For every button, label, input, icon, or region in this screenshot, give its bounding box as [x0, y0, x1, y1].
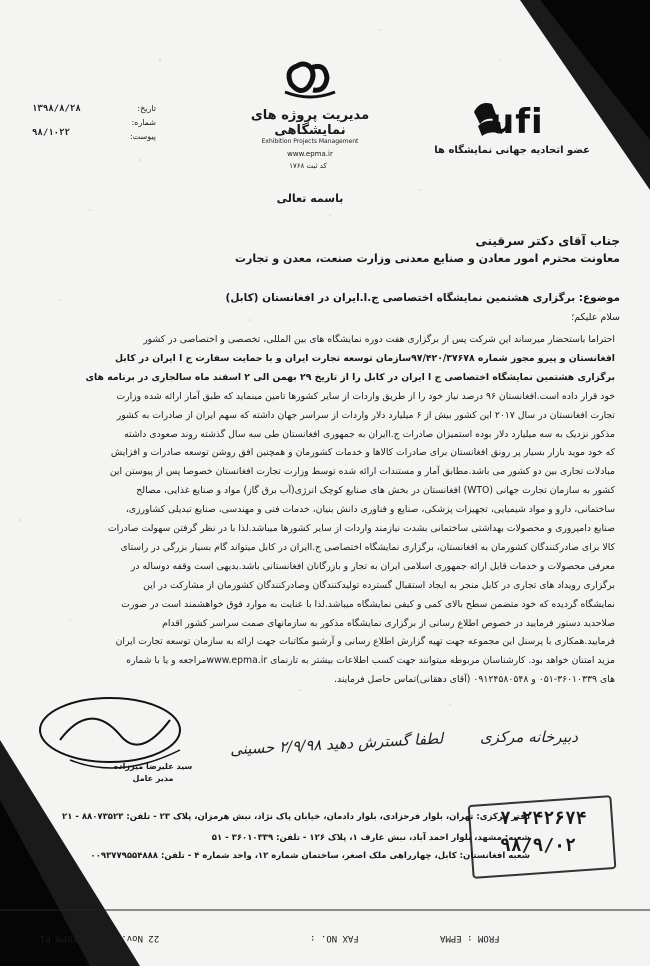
epma-registration-code: کد ثبت ۱۷۶۸ [289, 162, 327, 170]
body-line: برگزاری هشتمین نمایشگاه اختصاصی ج ا ایران در کابل را از تاریخ ۲۹ بهمن الی ۲ اسفند ماه سالجاری در برنامه های [85, 371, 615, 383]
handwritten-note-2: لطفا گسترش دهید ۲/۹/۹۸ حسینی [229, 729, 444, 759]
ufi-member-text: عضو اتحادیه جهانی نمایشگاه ها [434, 145, 590, 156]
fax-number: FAX NO. : [310, 933, 359, 943]
body-line: خود قرار داده است.افغانستان ۹۶ درصد نیاز خود را از طریق واردات از سایر کشورها تامین مینماید که طبق آمار ارائه شده وزارت [116, 390, 615, 402]
epma-title: مدیریت پروژه های نمایشگاهی [250, 108, 370, 138]
stamp-number: ۷۰۲۴۲۶۷۴ [500, 808, 587, 829]
body-line: ساختمانی، دارو و مواد شیمیایی، تجهیزات پزشکی، صنایع و فناوری دانش بنیان، خدمات فنی و مهندسی، صنایع تبدیلی کشاورزی، [125, 504, 615, 516]
footer-line: دفتر مرکزی: تهران، بلوار فرحزادی، بلوار دادمان، خیابان پاک نژاد، نبش هرمزان، پلاک ۲۳ - تلفن: ۸۸۰۷۳۵۲۳ - ۲۱ [62, 812, 530, 822]
attachment-label: پیوست: [129, 132, 156, 141]
greeting: سلام علیکم؛ [571, 312, 620, 323]
stamp-date: ۹۸/۹/۰۲ [500, 835, 576, 856]
ufi-logo-text: ufi [490, 102, 544, 142]
body-line: نمایشگاه گردیده که خود متضمن سطح بالای کمی و کیفی نمایشگاه میباشد.لذا با عنایت به موارد فوق خواهشمند است در صورت [121, 598, 615, 610]
body-line: افغانستان و پیرو مجوز شماره ۹۷/۴۲۰/۳۷۶۷۸سازمان توسعه تجارت ایران و با حمایت سفارت ج ا ایران در کابل [114, 352, 615, 364]
body-line: صنایع دامپروری و محصولات بهداشتی ساختمانی بشدت نیازمند واردات از سایر کشورها میباشد.لذا با در نظر گرفتن سهولت صادرات [107, 523, 615, 534]
signatory-title: مدیر عامل [132, 774, 174, 783]
signatory-name: سید علیرضا میرزاده [113, 762, 193, 771]
fax-from: FROM : EPMA [440, 933, 500, 943]
body-line: کالا برای صادرکنندگان کشورمان به افغانستان، برگزاری نمایشگاه اختصاصی ج.اایران در کابل میتواند گام بسیار بزرگی در راستای [120, 541, 615, 553]
addressee-position: معاونت محترم امور معادن و صنایع معدنی وزارت صنعت، معدن و تجارت [234, 252, 620, 265]
epma-subtitle: Exhibition Projects Management [261, 138, 359, 145]
number-value: ۹۸/۱۰۲۲ [32, 128, 70, 138]
body-line: مذکور نزدیک به سه میلیارد دلار بوده استمیزان صادرات ج.اایران به جمهوری افغانستان طی سه سال گذشته روند صعودی داشته [124, 428, 615, 440]
addressee: جناب آقای دکتر سرقینی [475, 234, 620, 248]
fax-timestamp: 22 Nov. 2019 9:18PM P1 [40, 933, 160, 943]
subject: موضوع: برگزاری هشتمین نمایشگاه اختصاصی ج.ا.ایران در افغانستان (کابل) [225, 292, 620, 304]
body-line: برگزاری رویداد های تجاری در کابل منجر به ایجاد استقبال گسترده تولیدکنندگان وصادرکنندگان کشورمان از مشارکت در این [143, 579, 615, 591]
body-line: فرمایید.همکاری با پرسنل این مجموعه جهت تهیه گزارش اطلاع رسانی و آرشیو مکاتبات جهت ارائه به سازمان توسعه تجارت ایران [115, 636, 615, 648]
body-line: معرفی محصولات و خدمات قابل ارائه جمهوری اسلامی ایران به تجار و بازرگانان افغانستانی باشد.بدیهی است وقفه دوساله در [130, 560, 615, 572]
date-label: تاریخ: [137, 104, 156, 113]
epma-website: www.epma.ir [287, 150, 333, 158]
date-value: ۱۳۹۸/۸/۲۸ [32, 104, 81, 114]
body-line: که خود موید بازار بسیار پر رونق افغانستان برای صادرات کالاها و خدمات کشورمان و همچنین افق روشن توسعه صادرات و افزایش [110, 447, 615, 459]
body-line: تجارت افغانستان در سال ۲۰۱۷ این کشور بیش از ۶ میلیارد دلار واردات از سراسر جهان داشته که سهم ایران از صادرات به کشور [116, 409, 615, 421]
footer-line: شعبه: مشهد، بلوار احمد آباد، نبش عارف ۱، پلاک ۱۲۶ - تلفن: ۳۶۰۱۰۳۳۹ - ۵۱ [211, 833, 530, 843]
invocation: باسمه تعالی [276, 192, 344, 205]
handwritten-note-1: دبیرخانه مرکزی [480, 728, 578, 746]
body-line: صلاحدید دستور فرمایید در خصوص اطلاع رسانی از برگزاری نمایشگاه مذکور به سازمانهای صمت سراسر کشور اقدام [162, 617, 615, 629]
body-line: کشور به سازمان تجارت جهانی (WTO) افغانستان در بخش های صنایع کوچک انرژی(آب برق گاز) مواد و صنایع غذایی، مصالح [136, 485, 615, 497]
body-line: احتراما باستحضار میرساند این شرکت پس از برگزاری هفت دوره نمایشگاه های بین المللی، تخصصی و اختصاصی در کشور [143, 334, 615, 345]
body-line: مبادلات تجاری بین دو کشور می باشد.مطابق آمار و مستندات ارائه شده توسط وزارت تجارت افغانستان خصوصا پس از پیوستن این [109, 466, 615, 478]
body-line: های ۳۶۰۱۰۳۳۹-۰۵۱ و ۰۹۱۲۴۵۸۰۵۴۸ (آقای دهقانی)تماس حاصل فرمایند. [333, 674, 615, 686]
number-label: شماره: [131, 118, 156, 127]
body-line: مزید امتنان خواهد بود. کارشناسان مربوطه میتوانند جهت کسب اطلاعات بیشتر به تارنمای www.epma.irمراجعه و یا با شماره [126, 655, 615, 667]
footer-line: شعبه افغانستان: کابل، چهارراهی ملک اصغر، ساختمان شماره ۱۲، واحد شماره ۴ - تلفن: ۰۰۹۳۷۷۹۵۵۴۸۸۸ [90, 851, 530, 861]
